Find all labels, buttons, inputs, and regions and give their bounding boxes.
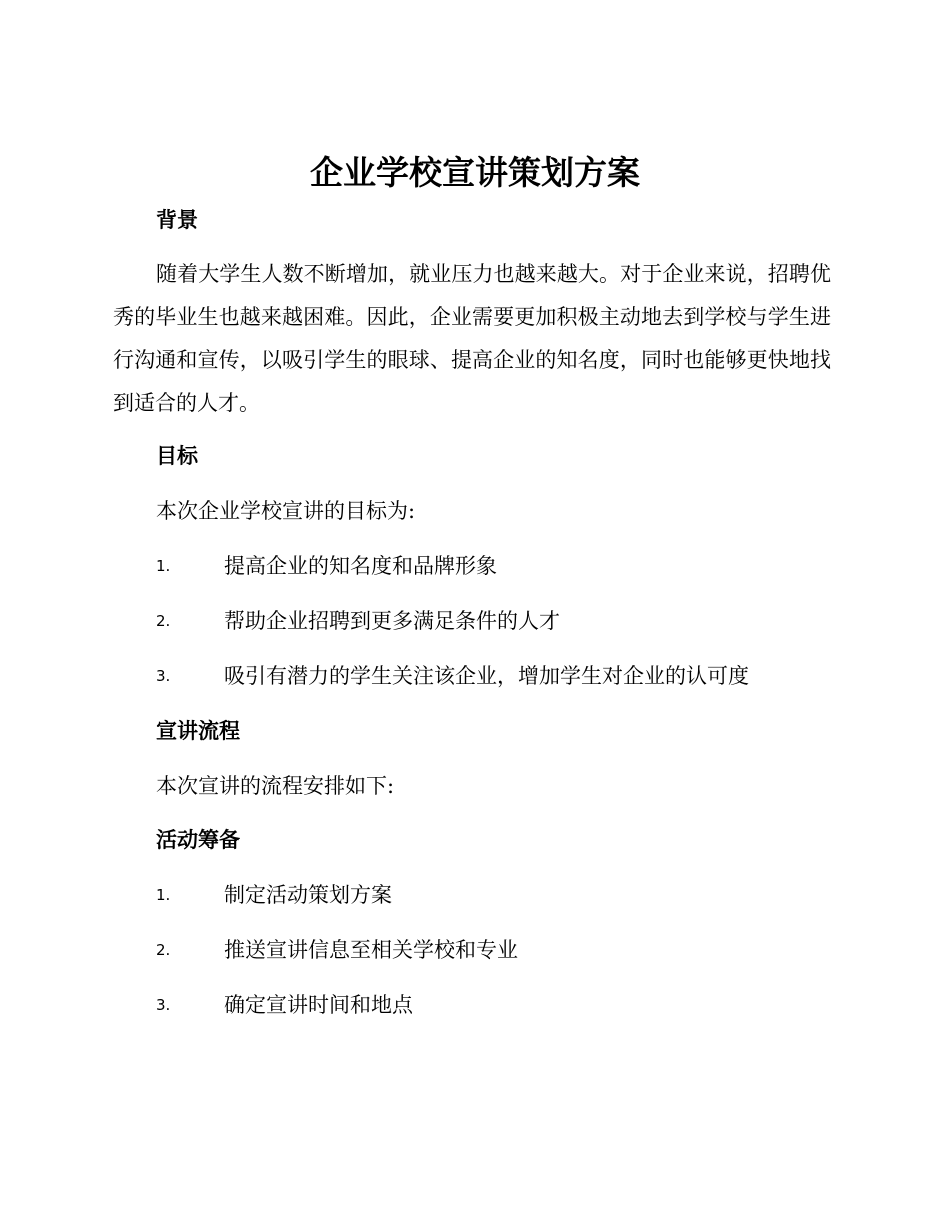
list-number: 3. [156,667,171,685]
section-heading-process: 宣讲流程 [156,719,240,743]
list-item-text: 制定活动策划方案 [224,883,392,907]
list-number: 3. [156,996,171,1014]
list-item-text: 推送宣讲信息至相关学校和专业 [224,938,518,962]
list-number: 2. [156,612,171,630]
list-item-text: 提高企业的知名度和品牌形象 [224,554,497,578]
list-item-text: 帮助企业招聘到更多满足条件的人才 [224,609,560,633]
list-number: 1. [156,557,171,575]
background-paragraph: 随着大学生人数不断增加，就业压力也越来越大。对于企业来说，招聘优秀的毕业生也越来越困难。因此，企业需要更加积极主动地去到学校与学生进行沟通和宣传，以吸引学生的眼球、提高企业的知名度，同时也能够更快地找到适合的人才。 [113,262,831,415]
list-item-text: 确定宣讲时间和地点 [224,993,413,1017]
section-heading-preparation: 活动筹备 [156,828,240,852]
section-heading-background: 背景 [156,208,198,232]
document-title: 企业学校宣讲策划方案 [310,153,640,192]
goals-intro: 本次企业学校宣讲的目标为: [156,499,416,523]
list-number: 1. [156,886,171,904]
list-item-text: 吸引有潜力的学生关注该企业，增加学生对企业的认可度 [224,664,749,688]
section-heading-goals: 目标 [156,444,198,468]
list-number: 2. [156,941,171,959]
process-intro: 本次宣讲的流程安排如下: [156,774,395,798]
